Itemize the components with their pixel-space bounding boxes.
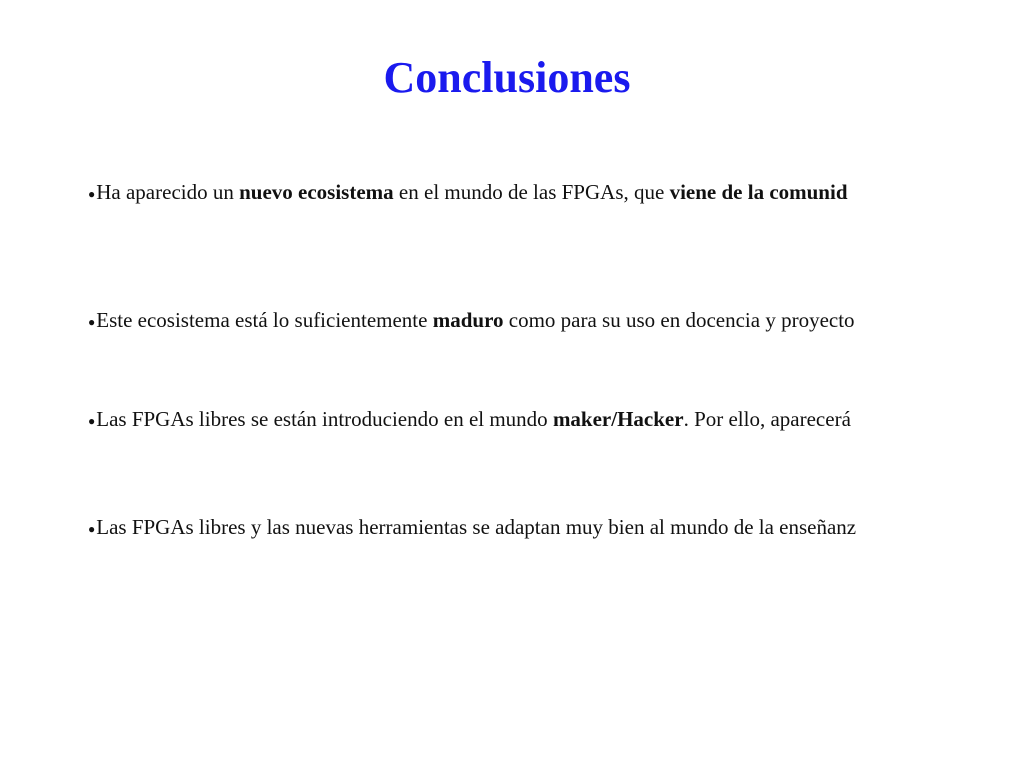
bullet-text: Las FPGAs libres y las nuevas herramientas se adaptan muy bien al mundo de la enseñanz — [96, 515, 857, 539]
bullet-text: Las FPGAs libres se están introduciendo en el mundo — [96, 407, 553, 431]
bullet-text: en el mundo de las FPGAs, que — [393, 180, 670, 204]
bullet-text: . Por ello, aparecerá — [683, 407, 851, 431]
bullet-item-1 — [88, 179, 848, 207]
bullet-bold-text: maduro — [432, 308, 504, 332]
bullet-text: Este ecosistema está lo suficientemente — [96, 308, 433, 332]
bullet-dot-icon: ● — [88, 414, 96, 428]
bullet-item-2 — [88, 307, 855, 335]
slide-title: Conclusiones — [383, 53, 631, 102]
bullet-text: Ha aparecido un — [96, 180, 240, 204]
bullet-dot-icon: ● — [88, 315, 96, 329]
bullet-bold-text: maker/Hacker — [552, 407, 684, 431]
bullet-text: como para su uso en docencia y proyecto — [503, 308, 855, 332]
bullet-dot-icon: ● — [88, 187, 96, 201]
bullet-item-3 — [88, 406, 851, 434]
bullet-dot-icon: ● — [88, 522, 96, 536]
bullet-bold-text: nuevo ecosistema — [239, 180, 394, 204]
bullet-bold-text: viene de la comunid — [669, 180, 848, 204]
bullet-item-4 — [88, 514, 856, 542]
